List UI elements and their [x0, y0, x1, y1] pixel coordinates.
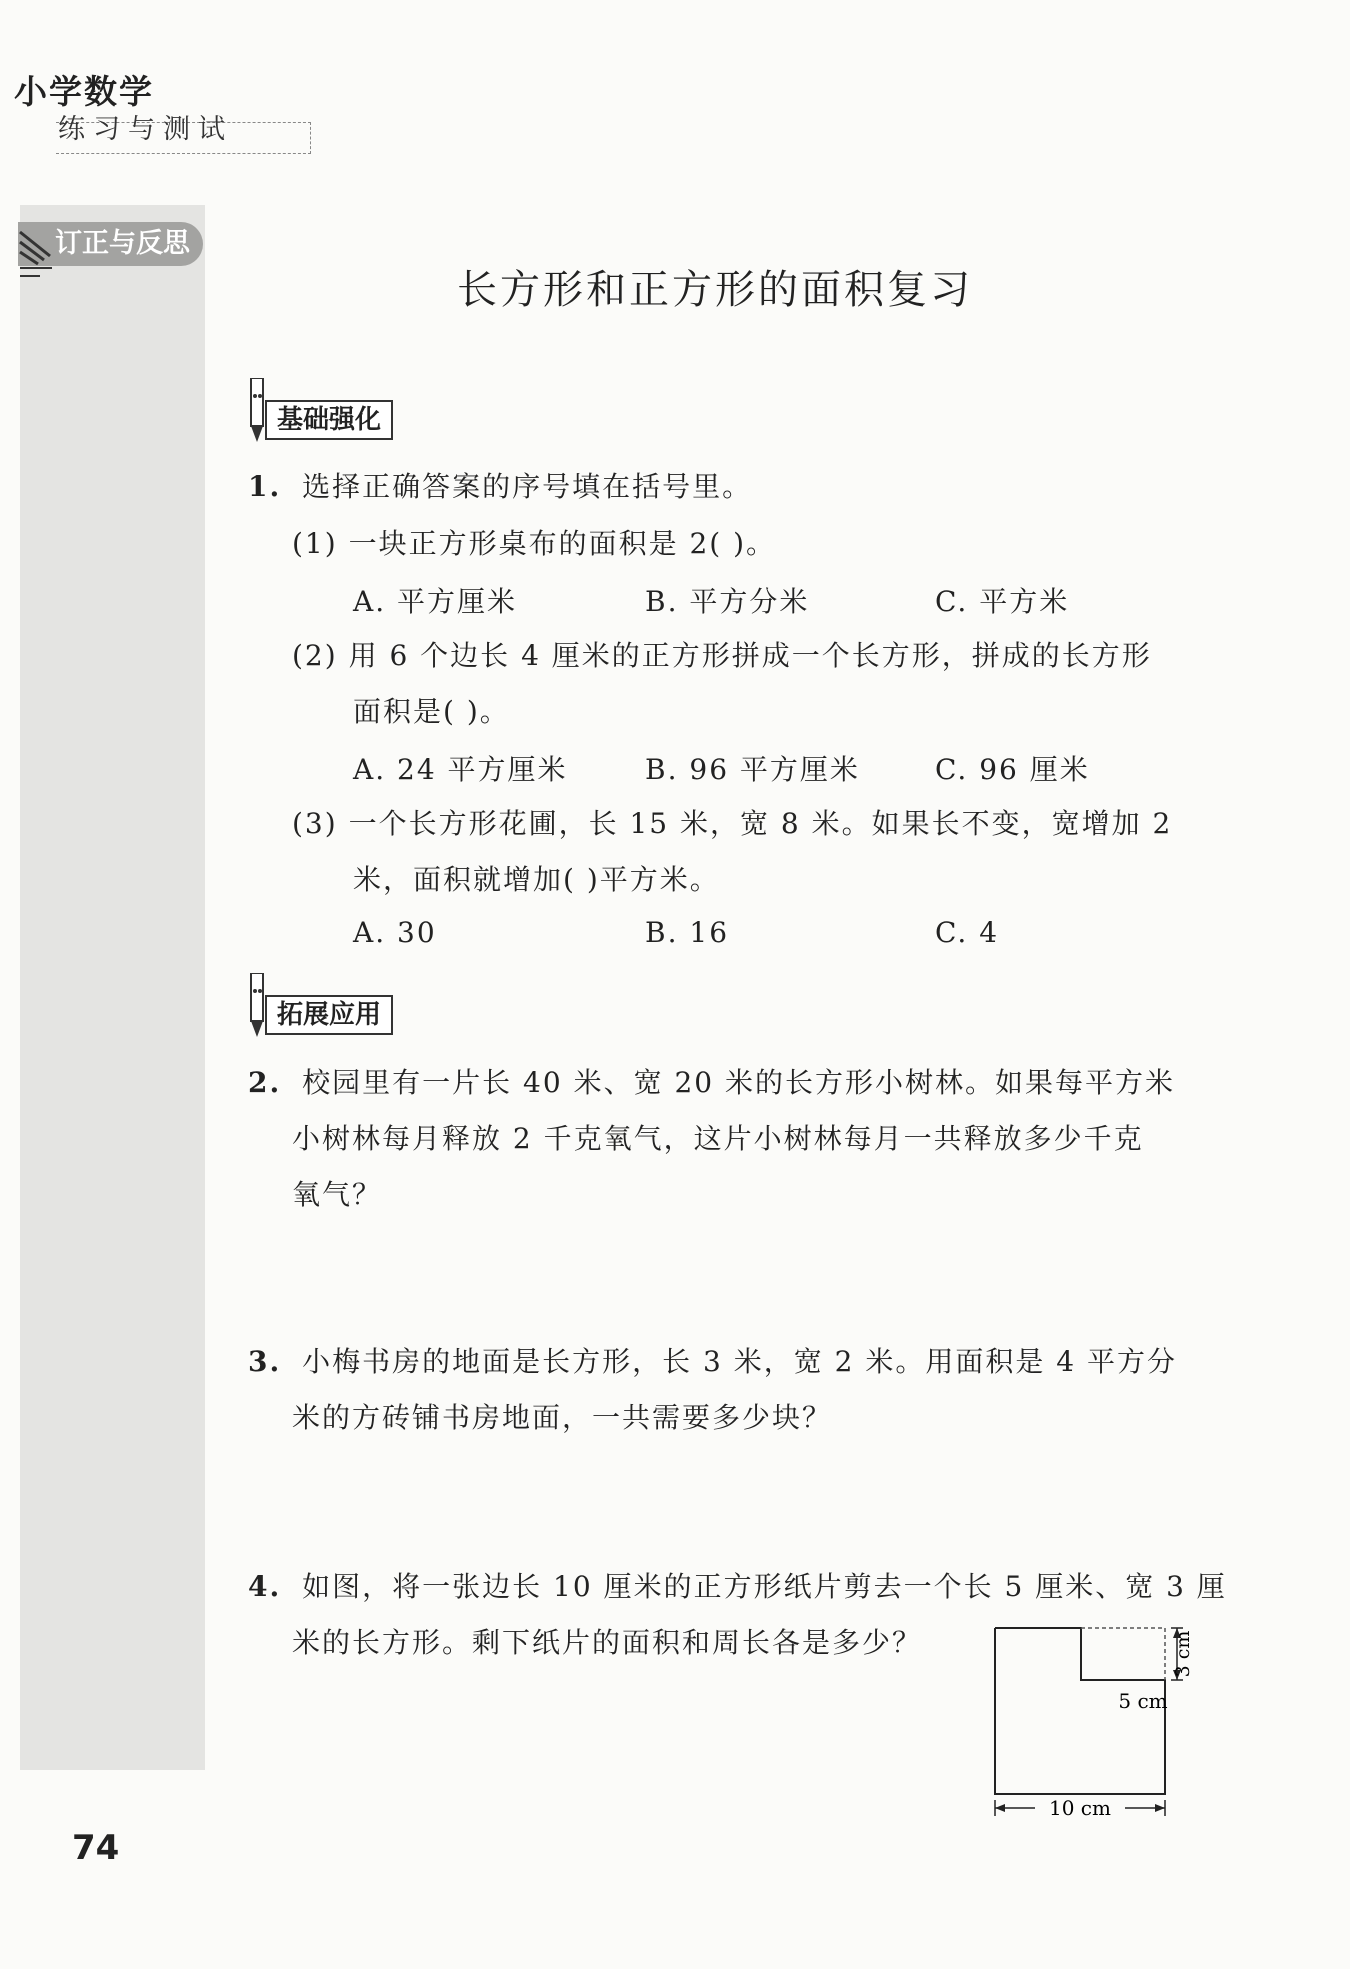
page-title: 长方形和正方形的面积复习: [457, 267, 973, 313]
q1-sub2-line2: 面积是( )。: [353, 695, 510, 728]
q4-number: 4.: [248, 1570, 282, 1603]
section-extend: [245, 995, 445, 1035]
q1-sub3-option-c: C. 4: [935, 916, 1000, 949]
dim-3cm-label: 3 cm: [1172, 1630, 1194, 1678]
q3-text-line1: 小梅书房的地面是长方形，长 3 米，宽 2 米。用面积是 4 平方分: [302, 1345, 1177, 1378]
q1-sub1-option-b: B. 平方分米: [645, 585, 810, 618]
q4-text-line1: 如图，将一张边长 10 厘米的正方形纸片剪去一个长 5 厘米、宽 3 厘: [302, 1570, 1227, 1603]
page-number: 74: [72, 1828, 120, 1868]
q1-number: 1.: [248, 470, 282, 503]
q2-text-line3: 氧气？: [292, 1178, 383, 1211]
sidebar-tab-label: 订正与反思: [55, 228, 190, 259]
section-basic-label: 基础强化: [265, 400, 393, 440]
q3-text-line2: 米的方砖铺书房地面，一共需要多少块？: [292, 1401, 833, 1434]
q3-line1: [248, 1342, 1177, 1382]
q1-sub1-option-c: C. 平方米: [935, 585, 1070, 618]
dim-5cm-label: 5 cm: [1118, 1689, 1168, 1713]
section-extend-label: 拓展应用: [265, 995, 393, 1035]
q1-sub2-option-b: B. 96 平方厘米: [645, 753, 860, 786]
q4-line1: [248, 1567, 1227, 1607]
q1-sub2-option-a: A. 24 平方厘米: [353, 753, 568, 786]
q2-text-line1: 校园里有一片长 40 米、宽 20 米的长方形小树林。如果每平方米: [302, 1066, 1176, 1099]
q1-sub1: (1) 一块正方形桌布的面积是 2( )。: [292, 527, 777, 560]
q1-stem: 选择正确答案的序号填在括号里。: [302, 470, 753, 503]
q1-sub2-line1: (2) 用 6 个边长 4 厘米的正方形拼成一个长方形，拼成的长方形: [292, 639, 1152, 672]
cut-square-figure: [985, 1610, 1200, 1830]
q3-number: 3.: [248, 1345, 282, 1378]
figure-cut-dashed: [1081, 1628, 1165, 1680]
q1-sub2-option-c: C. 96 厘米: [935, 753, 1090, 786]
q2-number: 2.: [248, 1066, 282, 1099]
q1: [248, 467, 752, 507]
sidebar-margin: [20, 205, 205, 1770]
q1-sub3-option-a: A. 30: [353, 916, 437, 949]
q1-sub3-line2: 米，面积就增加( )平方米。: [353, 863, 720, 896]
subtitle: 练习与测试: [58, 114, 233, 145]
q4-text-line2: 米的长方形。剩下纸片的面积和周长各是多少？: [292, 1626, 923, 1659]
dim-10cm-label: 10 cm: [1049, 1796, 1111, 1820]
q1-sub3-option-b: B. 16: [645, 916, 730, 949]
q2-line1: [248, 1063, 1175, 1103]
section-basic: [245, 400, 445, 440]
q2-text-line2: 小树林每月释放 2 千克氧气，这片小树林每月一共释放多少千克: [292, 1122, 1144, 1155]
series-title: 小学数学: [14, 72, 154, 111]
q1-sub3-line1: (3) 一个长方形花圃，长 15 米，宽 8 米。如果长不变，宽增加 2: [292, 807, 1173, 840]
q1-sub1-option-a: A. 平方厘米: [353, 585, 518, 618]
